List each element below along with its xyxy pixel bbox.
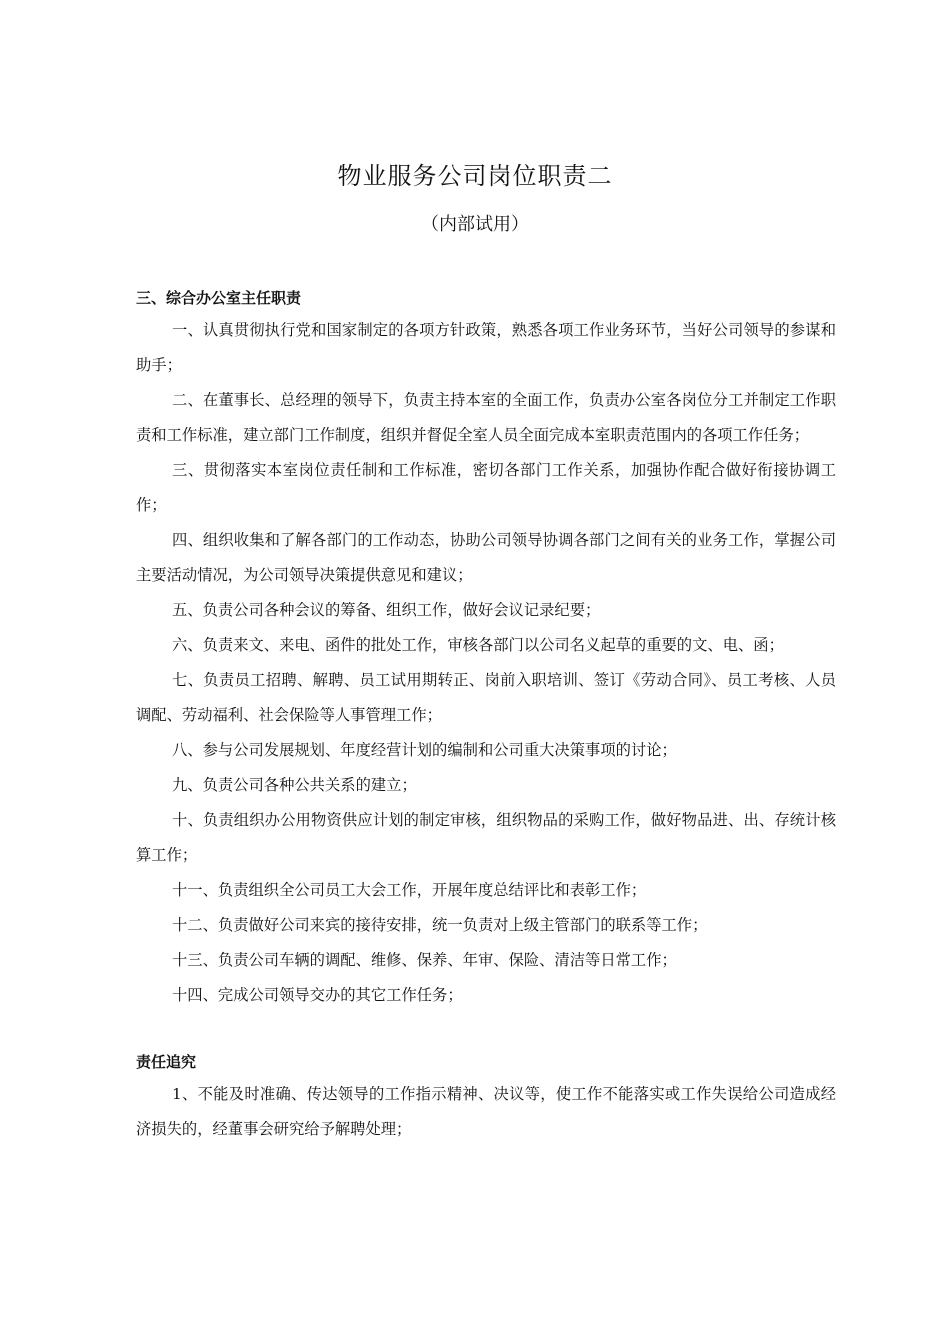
duty-item-8: 八、参与公司发展规划、年度经营计划的编制和公司重大决策事项的讨论；: [172, 741, 677, 759]
duty-item-10: 十、负责组织办公用物资供应计划的制定审核，组织物品的采购工作，做好物品进、出、存统计核算工作；: [136, 811, 836, 864]
accountability-item-1: 1、不能及时准确、传达领导的工作指示精神、决议等，使工作不能落实或工作失误给公司造成经济损失的，经董事会研究给予解聘处理；: [136, 1085, 836, 1138]
duty-item-2: 二、在董事长、总经理的领导下，负责主持本室的全面工作，负责办公室各岗位分工并制定工作职责和工作标准，建立部门工作制度，组织并督促全室人员全面完成本室职责范围内的各项工作任务；: [136, 391, 836, 444]
document-subtitle: （内部试用）: [421, 214, 529, 235]
duty-item-1: 一、认真贯彻执行党和国家制定的各项方针政策，熟悉各项工作业务环节，当好公司领导的参谋和助手；: [136, 321, 836, 374]
duty-item-14: 十四、完成公司领导交办的其它工作任务；: [172, 986, 463, 1004]
duty-item-6: 六、负责来文、来电、函件的批处工作，审核各部门以公司名义起草的重要的文、电、函；: [172, 636, 784, 654]
section-heading-accountability: 责任追究: [136, 1053, 197, 1071]
duty-item-13: 十三、负责公司车辆的调配、维修、保养、年审、保险、清洁等日常工作；: [172, 951, 677, 969]
document-title: 物业服务公司岗位职责二: [337, 162, 613, 190]
duty-item-7: 七、负责员工招聘、解聘、员工试用期转正、岗前入职培训、签订《劳动合同》、员工考核、人员调配、劳动福利、社会保险等人事管理工作；: [136, 671, 836, 724]
duty-item-11: 十一、负责组织全公司员工大会工作，开展年度总结评比和表彰工作；: [172, 881, 647, 899]
duty-item-3: 三、贯彻落实本室岗位责任制和工作标准，密切各部门工作关系，加强协作配合做好衔接协调工作；: [136, 461, 836, 514]
duty-item-9: 九、负责公司各种公共关系的建立；: [172, 776, 417, 794]
duty-item-4: 四、组织收集和了解各部门的工作动态，协助公司领导协调各部门之间有关的业务工作，掌握公司主要活动情况，为公司领导决策提供意见和建议；: [136, 531, 836, 584]
duty-item-5: 五、负责公司各种会议的筹备、组织工作，做好会议记录纪要；: [172, 601, 601, 619]
duty-item-12: 十二、负责做好公司来宾的接待安排，统一负责对上级主管部门的联系等工作；: [172, 916, 708, 934]
section-heading-office-director: 三、综合办公室主任职责: [136, 289, 302, 307]
document-body: [136, 283, 836, 1147]
